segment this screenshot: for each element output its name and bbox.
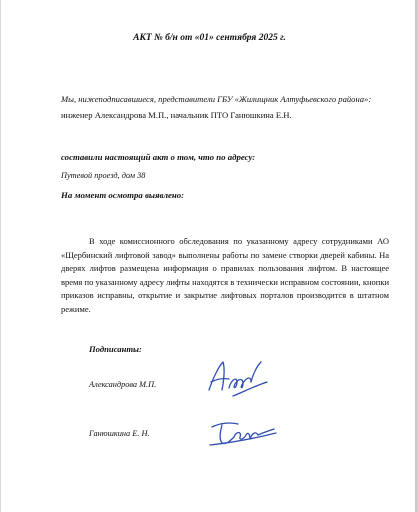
signature-2-image bbox=[206, 415, 280, 453]
act-title: АКТ № б/н от «01» сентября 2025 г. bbox=[133, 33, 286, 43]
address-line: Путевой проезд, дом 38 bbox=[61, 171, 146, 180]
signature-1-stroke-d bbox=[251, 362, 261, 382]
signature-1-stroke-a bbox=[209, 362, 224, 390]
signer-name-1: Александрова М.П. bbox=[89, 380, 157, 389]
signature-1-underline bbox=[233, 382, 267, 396]
intro-members: инженер Александрова М.П., начальник ПТО Ганюшкина Е.Н. bbox=[61, 110, 292, 120]
signature-2-stroke-b bbox=[220, 425, 234, 444]
intro-representatives: Мы, нижеподписавшиеся, представители ГБУ «Жилищник Алтуфьевского района»: bbox=[61, 94, 372, 104]
findings-heading: На момент осмотра выявлено: bbox=[61, 190, 185, 200]
intro-paragraph bbox=[61, 91, 381, 123]
signer-name-2: Ганюшкина Е. Н. bbox=[89, 429, 150, 438]
signature-2-stroke-a bbox=[212, 423, 238, 427]
findings-paragraph: В ходе комиссионного обследования по указанному адресу сотрудниками АО «Щербинский лифтовой завод» выполнены работы по замене створки дверей кабины. На дверях лифтов размещена информация о правилах пользования лифтом. В настоящее время по указанному адресу лифты находятся в технически исправном состоянии, кнопки приказов исправны, открытие и закрытие лифтовых порталов производится в штатном режиме. bbox=[61, 236, 389, 314]
signatories-heading: Подписанты: bbox=[89, 344, 142, 354]
signature-1-image bbox=[199, 352, 273, 408]
signature-1-stroke-c bbox=[229, 378, 251, 388]
composed-heading: составили настоящий акт о том, что по адресу: bbox=[61, 152, 256, 162]
